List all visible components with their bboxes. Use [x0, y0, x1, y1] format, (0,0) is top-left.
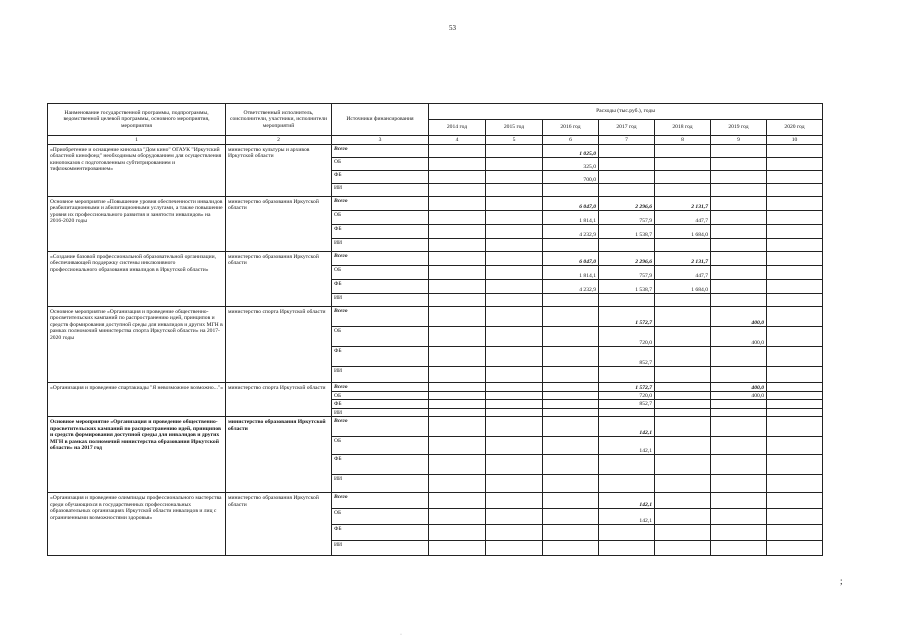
amount-cell: [711, 294, 767, 307]
header-year: 2019 год: [711, 120, 767, 136]
amount-cell: [767, 145, 823, 158]
funding-source: ИИ: [332, 408, 429, 416]
amount-cell: [486, 475, 543, 493]
funding-source: ОБ: [332, 266, 429, 280]
funding-source: ИИ: [332, 294, 429, 307]
amount-cell: [767, 158, 823, 171]
amount-cell: [599, 408, 655, 416]
amount-cell: [429, 252, 486, 266]
amount-cell: 700,0: [543, 171, 599, 184]
amount-cell: [767, 367, 823, 383]
amount-cell: [429, 525, 486, 541]
amount-cell: 720,0: [599, 392, 655, 400]
amount-cell: [486, 367, 543, 383]
row-executor: министерство образования Иркутской области: [226, 493, 332, 556]
amount-cell: 6 047,0: [543, 252, 599, 266]
amount-cell: [711, 408, 767, 416]
amount-cell: [429, 327, 486, 347]
funding-source: Всего: [332, 252, 429, 266]
amount-cell: [486, 266, 543, 280]
table-body: [48, 145, 823, 556]
amount-cell: [486, 347, 543, 367]
amount-cell: [429, 197, 486, 211]
funding-source: ИИ: [332, 541, 429, 556]
amount-cell: [655, 475, 711, 493]
amount-cell: 1 025,0: [543, 145, 599, 158]
row-executor: министерство образования Иркутской области: [226, 252, 332, 307]
amount-cell: [711, 197, 767, 211]
header-executor: Ответственный исполнитель, соисполнители, участники, исполнители мероприятий: [226, 104, 332, 136]
funding-source: ОБ: [332, 158, 429, 171]
column-index: 9: [711, 136, 767, 145]
header-name: Наименование государственной программы, подпрограммы, ведомственной целевой программы, основного мероприятия, мероприятия: [48, 104, 226, 136]
amount-cell: [711, 455, 767, 475]
amount-cell: [429, 347, 486, 367]
amount-cell: [767, 252, 823, 266]
column-index: 7: [599, 136, 655, 145]
row-name: «Организация и проведение спартакиады "Я невозможное возможно..."»: [48, 383, 226, 417]
amount-cell: [486, 400, 543, 408]
funding-source: ОБ: [332, 509, 429, 525]
amount-cell: 4 232,9: [543, 280, 599, 294]
amount-cell: 142,1: [599, 509, 655, 525]
amount-cell: [429, 541, 486, 556]
row-name: «Приобретение и оснащение кинозала "Дом кино" ОГАУК "Иркутский областной кинофонд" необходимым оборудованием для осуществления кинопоказов с подготовленным субтитрированием и тифлокомментированием»: [48, 145, 226, 197]
table-row: [48, 145, 823, 158]
amount-cell: [655, 171, 711, 184]
table-row: [48, 197, 823, 211]
amount-cell: 1 814,1: [543, 211, 599, 225]
funding-source: Всего: [332, 417, 429, 437]
table-row: [48, 252, 823, 266]
amount-cell: [429, 383, 486, 392]
amount-cell: [599, 171, 655, 184]
amount-cell: [543, 367, 599, 383]
amount-cell: [767, 383, 823, 392]
amount-cell: 852,7: [599, 347, 655, 367]
funding-source: ФБ: [332, 280, 429, 294]
amount-cell: 2 296,6: [599, 197, 655, 211]
amount-cell: [767, 475, 823, 493]
amount-cell: [711, 475, 767, 493]
amount-cell: [711, 347, 767, 367]
amount-cell: [767, 184, 823, 197]
amount-cell: [711, 400, 767, 408]
amount-cell: [655, 525, 711, 541]
funding-source: ФБ: [332, 225, 429, 239]
amount-cell: [711, 239, 767, 252]
amount-cell: [711, 211, 767, 225]
funding-source: Всего: [332, 145, 429, 158]
amount-cell: [429, 400, 486, 408]
amount-cell: [711, 493, 767, 509]
amount-cell: [543, 400, 599, 408]
column-index: 10: [767, 136, 823, 145]
amount-cell: 1 814,1: [543, 266, 599, 280]
amount-cell: 400,0: [711, 383, 767, 392]
funding-source: ОБ: [332, 437, 429, 455]
amount-cell: [655, 493, 711, 509]
amount-cell: [543, 475, 599, 493]
funding-source: Всего: [332, 197, 429, 211]
amount-cell: 757,9: [599, 266, 655, 280]
amount-cell: [599, 455, 655, 475]
amount-cell: 1 684,0: [655, 225, 711, 239]
amount-cell: [655, 184, 711, 197]
amount-cell: 447,7: [655, 211, 711, 225]
amount-cell: 852,7: [599, 400, 655, 408]
amount-cell: [711, 252, 767, 266]
amount-cell: [767, 171, 823, 184]
expenses-table: [47, 103, 823, 556]
amount-cell: [711, 171, 767, 184]
amount-cell: [767, 225, 823, 239]
amount-cell: 2 131,7: [655, 197, 711, 211]
amount-cell: [711, 437, 767, 455]
amount-cell: [486, 455, 543, 475]
amount-cell: [655, 367, 711, 383]
amount-cell: [711, 145, 767, 158]
amount-cell: [711, 225, 767, 239]
amount-cell: [429, 225, 486, 239]
amount-cell: [543, 541, 599, 556]
amount-cell: [711, 158, 767, 171]
index-row: [48, 136, 823, 145]
column-index: 6: [543, 136, 599, 145]
row-executor: министерство образования Иркутской области: [226, 197, 332, 252]
amount-cell: [486, 145, 543, 158]
amount-cell: 142,1: [599, 437, 655, 455]
amount-cell: [599, 525, 655, 541]
amount-cell: [599, 158, 655, 171]
amount-cell: [486, 392, 543, 400]
amount-cell: [486, 417, 543, 437]
amount-cell: [543, 347, 599, 367]
amount-cell: [711, 280, 767, 294]
funding-source: ФБ: [332, 347, 429, 367]
amount-cell: [599, 184, 655, 197]
amount-cell: [429, 184, 486, 197]
funding-source: ОБ: [332, 392, 429, 400]
row-executor: министерство спорта Иркутской области: [226, 307, 332, 383]
row-executor: министерство культуры и архивов Иркутской области: [226, 145, 332, 197]
amount-cell: [543, 327, 599, 347]
header-expenses: Расходы (тыс.руб.), годы: [429, 104, 823, 120]
amount-cell: [429, 455, 486, 475]
amount-cell: [767, 327, 823, 347]
amount-cell: 2 296,6: [599, 252, 655, 266]
amount-cell: [655, 145, 711, 158]
amount-cell: [486, 327, 543, 347]
amount-cell: [655, 158, 711, 171]
table-row: [48, 417, 823, 437]
amount-cell: [543, 307, 599, 327]
funding-source: ИИ: [332, 239, 429, 252]
amount-cell: [711, 541, 767, 556]
amount-cell: [486, 294, 543, 307]
amount-cell: [599, 475, 655, 493]
amount-cell: [486, 171, 543, 184]
amount-cell: [655, 408, 711, 416]
amount-cell: [599, 145, 655, 158]
funding-source: ИИ: [332, 475, 429, 493]
amount-cell: [655, 392, 711, 400]
table-row: [48, 493, 823, 509]
amount-cell: [599, 367, 655, 383]
amount-cell: [486, 525, 543, 541]
amount-cell: [767, 437, 823, 455]
amount-cell: [767, 509, 823, 525]
header-year: 2014 год: [429, 120, 486, 136]
amount-cell: [486, 158, 543, 171]
amount-cell: [429, 307, 486, 327]
amount-cell: [429, 408, 486, 416]
amount-cell: 1 684,0: [655, 280, 711, 294]
funding-source: ФБ: [332, 400, 429, 408]
amount-cell: [429, 509, 486, 525]
amount-cell: [543, 417, 599, 437]
amount-cell: [767, 400, 823, 408]
amount-cell: [486, 239, 543, 252]
amount-cell: [655, 509, 711, 525]
amount-cell: 400,0: [711, 307, 767, 327]
header-year: 2020 год: [767, 120, 823, 136]
amount-cell: [486, 211, 543, 225]
header-year: 2015 год: [486, 120, 543, 136]
amount-cell: 1 572,7: [599, 307, 655, 327]
amount-cell: [767, 417, 823, 437]
amount-cell: 1 538,7: [599, 280, 655, 294]
amount-cell: [655, 294, 711, 307]
amount-cell: 400,0: [711, 392, 767, 400]
amount-cell: [655, 541, 711, 556]
table-row: [48, 383, 823, 392]
amount-cell: [486, 437, 543, 455]
amount-cell: 325,0: [543, 158, 599, 171]
amount-cell: [599, 294, 655, 307]
amount-cell: [486, 184, 543, 197]
amount-cell: [429, 171, 486, 184]
amount-cell: [767, 493, 823, 509]
amount-cell: [711, 266, 767, 280]
stray-mark: ;: [840, 576, 843, 586]
row-executor: министерство образования Иркутской области: [226, 417, 332, 493]
amount-cell: [429, 266, 486, 280]
amount-cell: [655, 383, 711, 392]
stray-dot: ·: [400, 632, 402, 638]
header-source: Источники финансирования: [332, 104, 429, 136]
amount-cell: 142,1: [599, 493, 655, 509]
amount-cell: [429, 392, 486, 400]
amount-cell: [429, 280, 486, 294]
amount-cell: [486, 197, 543, 211]
amount-cell: [486, 225, 543, 239]
amount-cell: [543, 184, 599, 197]
amount-cell: 1 572,7: [599, 383, 655, 392]
column-index: 8: [655, 136, 711, 145]
amount-cell: [543, 408, 599, 416]
funding-source: ИИ: [332, 184, 429, 197]
amount-cell: [486, 252, 543, 266]
amount-cell: [655, 347, 711, 367]
amount-cell: [767, 197, 823, 211]
column-index: 3: [332, 136, 429, 145]
row-name: «Организация и проведение олимпиады профессионального мастерства среди обучающихся в государственных профессиональных образовательных организациях Иркутской области инвалидов и лиц с ограниченными возможностями здоровья»: [48, 493, 226, 556]
amount-cell: [543, 525, 599, 541]
amount-cell: [711, 525, 767, 541]
amount-cell: [655, 417, 711, 437]
amount-cell: [655, 400, 711, 408]
amount-cell: 720,0: [599, 327, 655, 347]
amount-cell: [767, 266, 823, 280]
column-index: 4: [429, 136, 486, 145]
amount-cell: [711, 184, 767, 197]
amount-cell: [655, 327, 711, 347]
amount-cell: [543, 509, 599, 525]
amount-cell: [767, 392, 823, 400]
funding-source: ИИ: [332, 367, 429, 383]
amount-cell: [486, 280, 543, 294]
amount-cell: [429, 367, 486, 383]
amount-cell: [429, 417, 486, 437]
amount-cell: [429, 239, 486, 252]
amount-cell: [429, 437, 486, 455]
amount-cell: [429, 294, 486, 307]
amount-cell: [767, 211, 823, 225]
amount-cell: [767, 455, 823, 475]
amount-cell: [711, 417, 767, 437]
amount-cell: [543, 455, 599, 475]
funding-source: Всего: [332, 383, 429, 392]
amount-cell: 447,7: [655, 266, 711, 280]
amount-cell: [429, 145, 486, 158]
header-year: 2016 год: [543, 120, 599, 136]
amount-cell: [711, 367, 767, 383]
amount-cell: [486, 383, 543, 392]
funding-source: Всего: [332, 493, 429, 509]
amount-cell: [429, 493, 486, 509]
amount-cell: [767, 294, 823, 307]
amount-cell: [429, 158, 486, 171]
amount-cell: 400,0: [711, 327, 767, 347]
amount-cell: 6 047,0: [543, 197, 599, 211]
header-year: 2018 год: [655, 120, 711, 136]
amount-cell: [767, 525, 823, 541]
amount-cell: 2 131,7: [655, 252, 711, 266]
amount-cell: [655, 307, 711, 327]
funding-source: ФБ: [332, 525, 429, 541]
amount-cell: 757,9: [599, 211, 655, 225]
row-name: Основное мероприятие «Повышение уровня обеспеченности инвалидов реабилитационными и абилитационными услугами, а также повышение уровня их профессионального развития и занятости инвалидов» на 2016-2020 годы: [48, 197, 226, 252]
amount-cell: [767, 541, 823, 556]
amount-cell: 142,1: [599, 417, 655, 437]
funding-source: Всего: [332, 307, 429, 327]
amount-cell: [486, 408, 543, 416]
amount-cell: [655, 239, 711, 252]
amount-cell: [543, 383, 599, 392]
column-index: 1: [48, 136, 226, 145]
amount-cell: [486, 509, 543, 525]
amount-cell: [543, 294, 599, 307]
amount-cell: [486, 541, 543, 556]
amount-cell: [767, 280, 823, 294]
header-year: 2017 год: [599, 120, 655, 136]
amount-cell: [655, 437, 711, 455]
funding-source: ОБ: [332, 327, 429, 347]
amount-cell: [543, 437, 599, 455]
amount-cell: [655, 455, 711, 475]
row-name: Основное мероприятие «Организация и проведение общественно-просветительских кампаний по распространению идей, принципов и средств формирования доступной среды для инвалидов и других МГН в рамках полномочий министерства образования Иркутской области» на 2017 год: [48, 417, 226, 493]
amount-cell: [599, 239, 655, 252]
amount-cell: 1 538,7: [599, 225, 655, 239]
amount-cell: [543, 392, 599, 400]
row-name: Основное мероприятие «Организация и проведение общественно-просветительских кампаний по распространению идей, принципов и средств формирования доступной среды для инвалидов и других МГН в рамках полномочий министерства спорта Иркутской области» на 2017-2020 годы: [48, 307, 226, 383]
amount-cell: [429, 211, 486, 225]
funding-source: ФБ: [332, 171, 429, 184]
column-index: 2: [226, 136, 332, 145]
page-number: 53: [449, 24, 456, 32]
amount-cell: [767, 408, 823, 416]
amount-cell: [767, 239, 823, 252]
column-index: 5: [486, 136, 543, 145]
amount-cell: [543, 493, 599, 509]
amount-cell: [599, 541, 655, 556]
amount-cell: [429, 475, 486, 493]
amount-cell: 4 232,9: [543, 225, 599, 239]
row-name: «Создание базовой профессиональной образовательной организации, обеспечивающей поддержку системы инклюзивного профессионального образования инвалидов в Иркутской области»: [48, 252, 226, 307]
amount-cell: [767, 307, 823, 327]
amount-cell: [543, 239, 599, 252]
amount-cell: [767, 347, 823, 367]
amount-cell: [711, 509, 767, 525]
amount-cell: [486, 307, 543, 327]
amount-cell: [486, 493, 543, 509]
funding-source: ОБ: [332, 211, 429, 225]
row-executor: министерство спорта Иркутской области: [226, 383, 332, 417]
funding-source: ФБ: [332, 455, 429, 475]
table-row: [48, 307, 823, 327]
